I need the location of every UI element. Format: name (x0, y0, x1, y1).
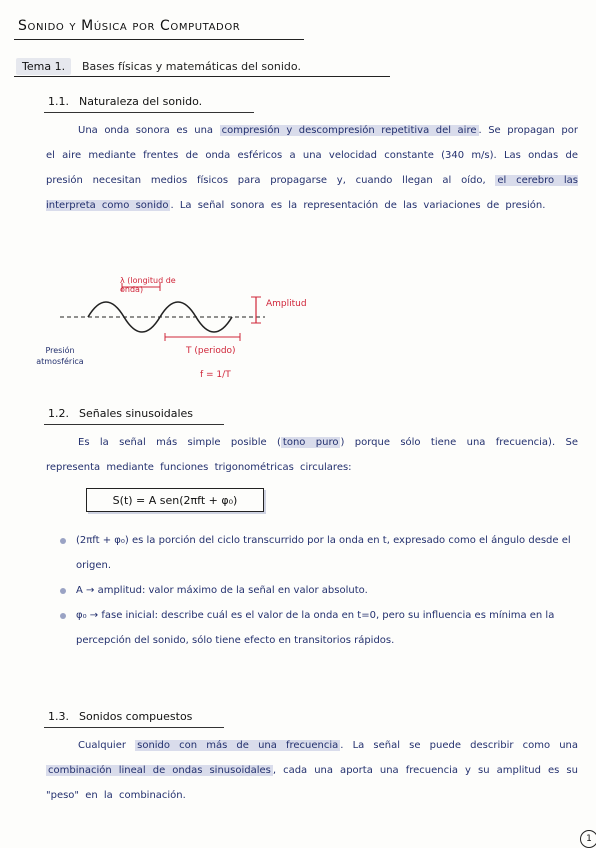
section-title: Naturaleza del sonido. (79, 95, 203, 108)
section-1-1-paragraph (46, 118, 578, 218)
text: Cualquier (78, 740, 126, 751)
tema-underline (14, 76, 390, 77)
tema-title: Bases físicas y matemáticas del sonido. (82, 60, 301, 73)
text: Una onda sonora es una (78, 125, 214, 136)
title-underline (14, 39, 304, 40)
text: , cada una aporta una frecuencia y su amplitud es su "peso" en la combinación. (46, 765, 578, 801)
highlight: el cerebro las interpreta como sonido (46, 175, 578, 211)
text: . La señal se puede describir como una (340, 740, 578, 751)
bullet-dot (60, 588, 66, 594)
text: Es la señal más simple posible ( (78, 437, 281, 448)
section-1-2-heading (48, 407, 193, 420)
section-underline (44, 112, 254, 113)
highlight: combinación lineal de ondas sinusoidales (48, 765, 271, 776)
text: φ₀ → fase inicial: describe cuál es el valor de la onda en t=0, pero su influencia es mínima en la percepción del sonido, sólo tiene efecto en transitorios rápidos. (76, 610, 555, 646)
section-title: Señales sinusoidales (79, 407, 194, 420)
section-number: 1.1. (48, 95, 69, 108)
text: . La señal sonora es la representación de las variaciones de presión. (170, 200, 546, 211)
wavelength-label: λ (longitud de onda) (120, 276, 176, 294)
section-1-1-heading (48, 95, 202, 108)
list-item (58, 603, 578, 653)
section-underline (44, 727, 224, 728)
section-1-3-heading (48, 710, 192, 723)
section-number: 1.3. (48, 710, 69, 723)
frequency-formula: f = 1/T (200, 370, 231, 380)
highlight: sonido con más de una frecuencia (137, 740, 339, 751)
section-title: Sonidos compuestos (79, 710, 193, 723)
pressure-label: Presión atmosférica (36, 346, 84, 366)
text: (2πft + φ₀) es la porción del ciclo transcurrido por la onda en t, expresado como el ángulo desde el origen. (76, 535, 571, 571)
tema-label: Tema 1. (16, 58, 71, 75)
page-number: 1 (580, 830, 596, 848)
wave-diagram (30, 275, 360, 385)
section-number: 1.2. (48, 407, 69, 420)
bullet-list (58, 528, 578, 653)
section-1-3-paragraph (46, 733, 578, 808)
section-1-2-paragraph (46, 430, 578, 480)
period-label: T (periodo) (186, 346, 236, 356)
bullet-dot (60, 613, 66, 619)
list-item (58, 578, 578, 603)
list-item (58, 528, 578, 578)
highlight: tono puro (282, 437, 339, 448)
sine-formula: S(t) = A sen(2πft + φ₀) (86, 488, 264, 512)
bullet-dot (60, 538, 66, 544)
text: . Se propagan por el aire mediante frentes de onda esféricos a una velocidad constante (340 m/s). Las ondas de presión necesitan medios físicos para propagarse y, cuando llegan al oído, (46, 125, 579, 186)
amplitude-label: Amplitud (266, 299, 307, 309)
section-underline (44, 424, 224, 425)
highlight: compresión y descompresión repetitiva del aire (221, 125, 477, 136)
page-title: Sonido y Música por Computador (18, 18, 241, 34)
text: A → amplitud: valor máximo de la señal en valor absoluto. (76, 585, 368, 596)
text: ) porque sólo tiene una frecuencia). Se representa mediante funciones trigonométricas circulares: (46, 437, 578, 473)
